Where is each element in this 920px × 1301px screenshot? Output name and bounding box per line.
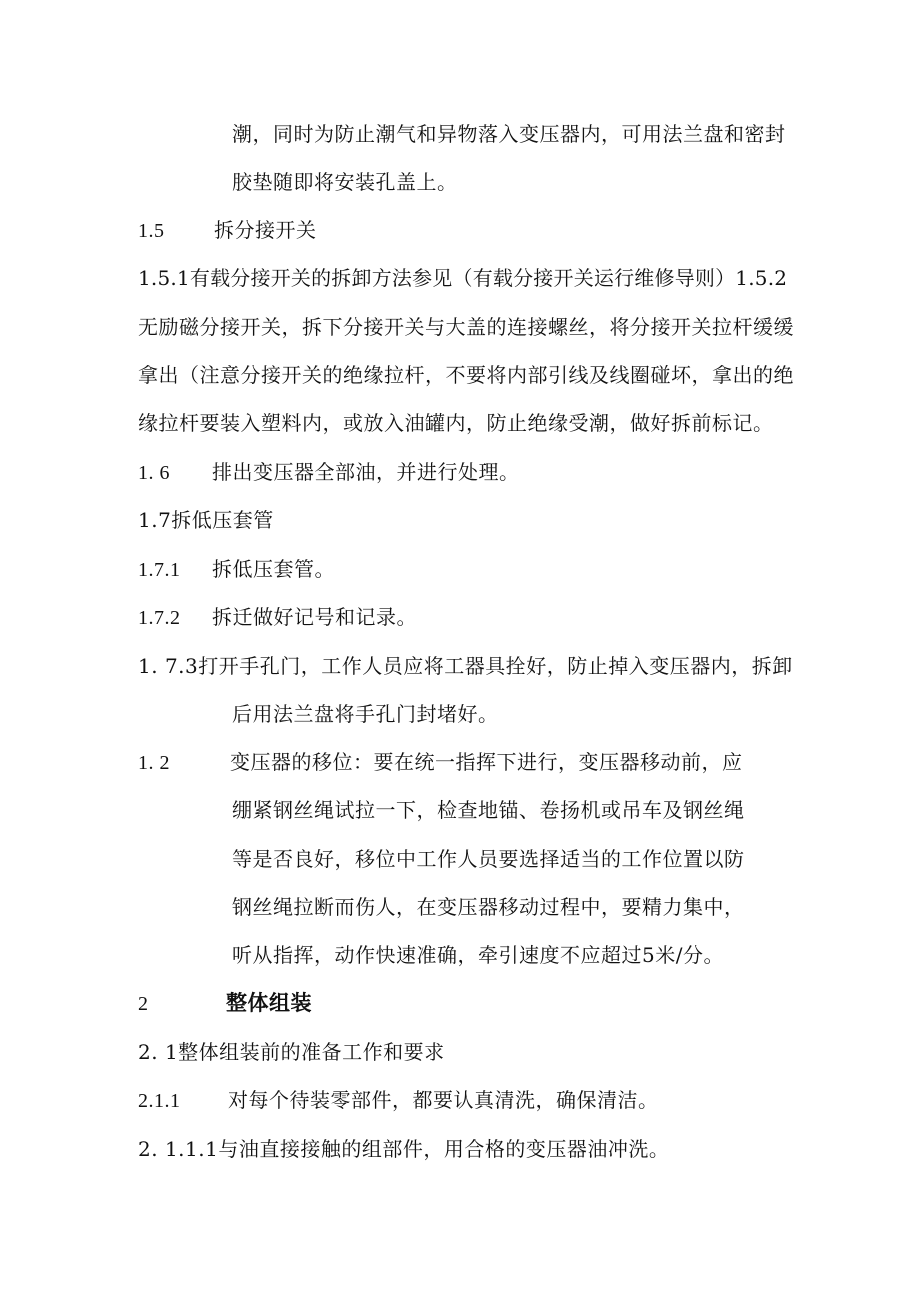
body-line: 后用法兰盘将手孔门封堵好。 [232, 702, 499, 726]
section-heading-1-6 [138, 460, 520, 485]
body-line: 拿出（注意分接开关的绝缘拉杆，不要将内部引线及线圈碰坏，拿出的绝 [138, 363, 794, 387]
section-heading-1-7-2 [138, 605, 417, 630]
section-title: 拆迁做好记号和记录。 [212, 605, 417, 629]
body-line: 钢丝绳拉断而伤人，在变压器移动过程中，要精力集中， [232, 895, 745, 919]
section-number: 2 [138, 993, 149, 1015]
section-heading-2-1-1 [138, 1088, 659, 1113]
section-heading-2-1: 2. 1整体组装前的准备工作和要求 [138, 1040, 445, 1064]
body-line: 缘拉杆要装入塑料内，或放入油罐内，防止绝缘受潮，做好拆前标记。 [138, 411, 774, 435]
section-heading-1-5 [138, 218, 317, 243]
section-number: 1.7.2 [138, 607, 181, 629]
section-number: 1. 6 [138, 462, 170, 484]
body-line: 等是否良好，移位中工作人员要选择适当的工作位置以防 [232, 847, 745, 871]
section-number: 1. 2 [138, 752, 170, 774]
section-heading-1-7: 1.7拆低压套管 [138, 508, 274, 532]
body-line: 胶垫随即将安装孔盖上。 [232, 170, 458, 194]
body-line: 1. 7.3打开手孔门，工作人员应将工器具拴好，防止掉入变压器内，拆卸 [138, 654, 793, 678]
section-title: 变压器的移位：要在统一指挥下进行，变压器移动前，应 [230, 750, 743, 774]
section-number: 1.5 [138, 220, 165, 242]
section-number: 2.1.1 [138, 1090, 181, 1112]
section-title: 整体组装 [226, 991, 312, 1015]
section-title: 拆低压套管。 [212, 557, 335, 581]
body-line: 1.5.1有载分接开关的拆卸方法参见（有载分接开关运行维修导则）1.5.2 [138, 266, 788, 290]
body-line: 潮，同时为防止潮气和异物落入变压器内，可用法兰盘和密封 [232, 122, 786, 146]
section-heading-1-2 [138, 750, 743, 775]
section-heading-2 [138, 991, 312, 1016]
section-title: 拆分接开关 [214, 218, 317, 242]
section-heading-2-1-1-1: 2. 1.1.1与油直接接触的组部件，用合格的变压器油冲洗。 [138, 1137, 670, 1161]
body-line: 绷紧钢丝绳试拉一下，检查地锚、卷扬机或吊车及钢丝绳 [232, 798, 745, 822]
body-line: 听从指挥，动作快速准确，牵引速度不应超过5米/分。 [232, 943, 724, 967]
section-number: 1.7.1 [138, 559, 181, 581]
section-heading-1-7-1 [138, 557, 335, 582]
section-title: 排出变压器全部油，并进行处理。 [212, 460, 520, 484]
body-line: 无励磁分接开关，拆下分接开关与大盖的连接螺丝，将分接开关拉杆缓缓 [138, 315, 794, 339]
section-title: 对每个待装零部件，都要认真清洗，确保清洁。 [228, 1088, 659, 1112]
